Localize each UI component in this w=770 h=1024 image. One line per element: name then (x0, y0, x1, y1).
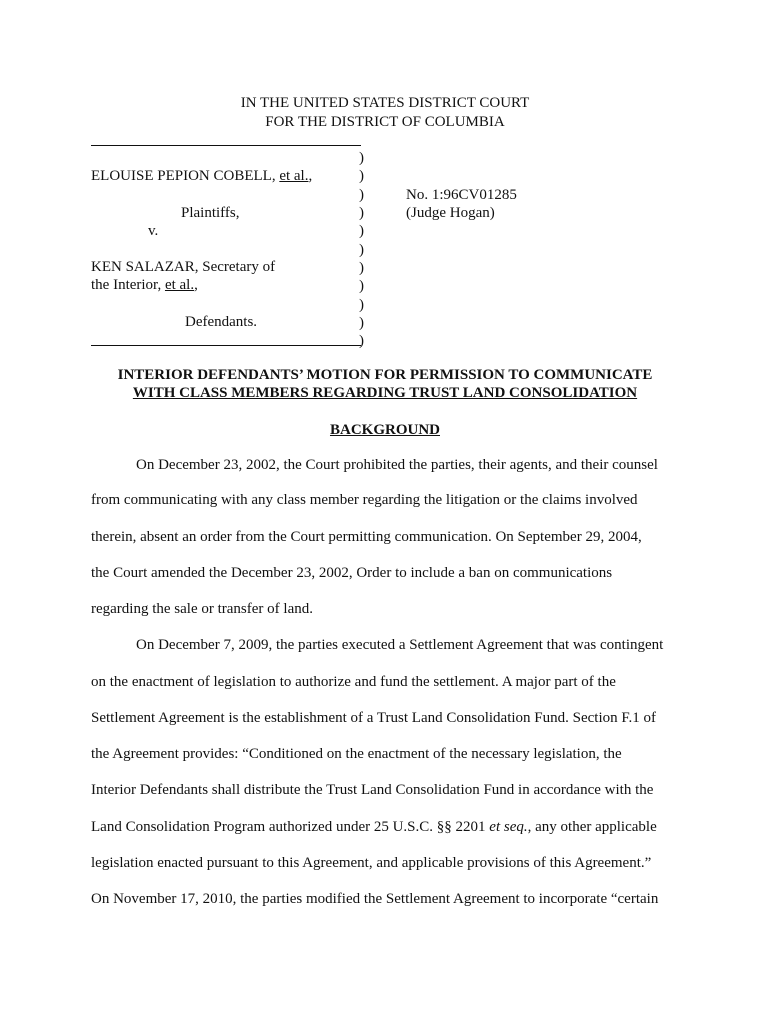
plaintiff-name: ELOUISE PEPION COBELL, (91, 168, 276, 184)
plaintiff-et-al: et al. (279, 168, 309, 184)
caption-paren: ) (359, 168, 364, 185)
body-line: from communicating with any class member regarding the litigation or the claims involved (91, 492, 638, 508)
caption-paren: ) (359, 296, 364, 313)
plaintiff-line (91, 167, 312, 185)
caption-paren: ) (359, 260, 364, 277)
body-line: therein, absent an order from the Court permitting communication. On September 29, 2004, (91, 529, 642, 545)
body-line: On December 23, 2002, the Court prohibited the parties, their agents, and their counsel (136, 457, 658, 473)
body-line: legislation enacted pursuant to this Agreement, and applicable provisions of this Agreement.” (91, 855, 652, 871)
body-line: the Court amended the December 23, 2002, Order to include a ban on communications (91, 565, 613, 581)
defendant-comma: , (194, 277, 198, 293)
defendant-name-suffix: the Interior, (91, 277, 162, 293)
caption-paren: ) (359, 241, 364, 258)
versus-label: v. (148, 223, 159, 239)
body-line: the Agreement provides: “Conditioned on the enactment of the necessary legislation, the (91, 746, 622, 762)
caption-paren-column (359, 149, 371, 351)
case-number: No. 1:96CV01285 (406, 187, 517, 203)
section-heading (0, 421, 770, 439)
plaintiff-comma: , (308, 168, 313, 184)
body-line-part: Land Consolidation Program authorized under 25 U.S.C. §§ 2201 (91, 819, 486, 835)
plaintiffs-label: Plaintiffs, (181, 205, 240, 221)
caption-paren: ) (359, 333, 364, 350)
body-line: On December 7, 2009, the parties executed a Settlement Agreement that was contingent (136, 637, 664, 653)
caption-paren: ) (359, 278, 364, 295)
body-line: on the enactment of legislation to authorize and fund the settlement. A major part of the (91, 674, 616, 690)
caption-paren: ) (359, 150, 364, 166)
body-line: On November 17, 2010, the parties modified the Settlement Agreement to incorporate “certain (91, 891, 659, 907)
defendant-et-al: et al. (164, 277, 195, 293)
caption-paren: ) (359, 223, 364, 240)
defendants-label: Defendants. (185, 314, 258, 330)
judge-name: (Judge Hogan) (406, 205, 495, 221)
body-line-part: , any other applicable (527, 819, 657, 835)
motion-title-line-2-text: WITH CLASS MEMBERS REGARDING TRUST LAND CONSOLIDATION (132, 385, 638, 401)
section-heading-text: BACKGROUND (329, 422, 440, 438)
body-line: Interior Defendants shall distribute the Trust Land Consolidation Fund in accordance with the (91, 782, 654, 798)
body-line: Settlement Agreement is the establishment of a Trust Land Consolidation Fund. Section F.1 of (91, 710, 657, 726)
court-name-line-1: IN THE UNITED STATES DISTRICT COURT (240, 95, 530, 111)
court-name-line-2: FOR THE DISTRICT OF COLUMBIA (265, 114, 505, 130)
citation-et-seq: et seq. (489, 819, 528, 835)
caption-top-rule (91, 145, 361, 146)
motion-title-line-1: INTERIOR DEFENDANTS’ MOTION FOR PERMISSION TO COMMUNICATE (117, 367, 653, 383)
caption-bottom-rule (91, 345, 361, 346)
motion-title-line-2 (0, 384, 770, 402)
body-line (91, 819, 657, 836)
defendant-line-1: KEN SALAZAR, Secretary of (91, 259, 276, 275)
caption-paren: ) (359, 205, 364, 222)
body-line: regarding the sale or transfer of land. (91, 601, 313, 617)
defendant-line-2 (91, 276, 198, 294)
caption-paren: ) (359, 186, 364, 203)
caption-paren: ) (359, 315, 364, 332)
